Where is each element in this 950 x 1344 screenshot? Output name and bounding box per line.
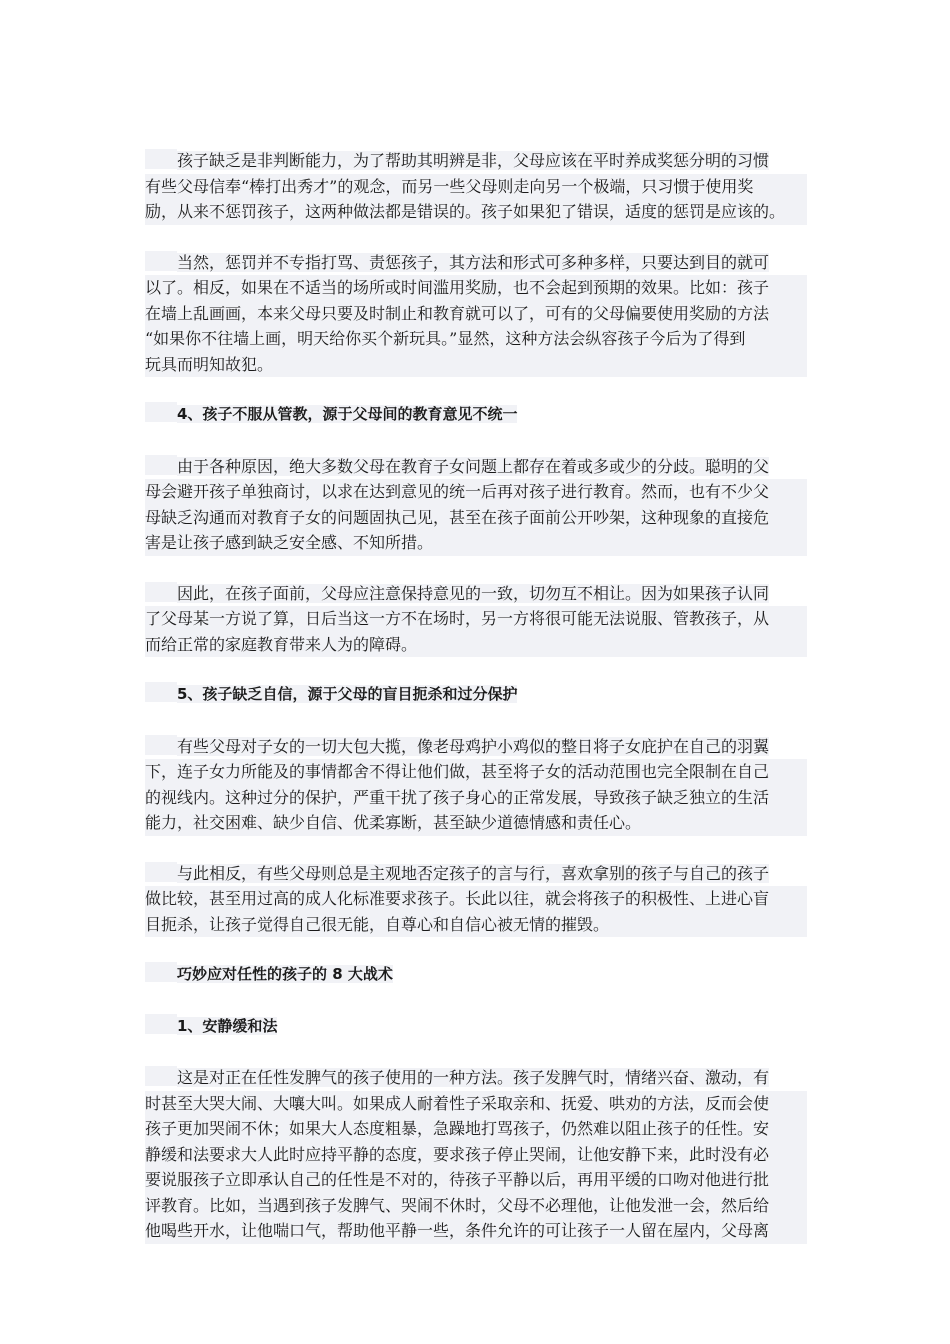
paragraph-4 — [145, 581, 807, 658]
paragraph-2 — [145, 250, 807, 378]
paragraph-line: 当然，惩罚并不专指打骂、责惩孩子，其方法和形式可多种多样，只要达到目的就可 — [177, 252, 770, 272]
paragraph-line: 而给正常的家庭教育带来人为的障碍。 — [145, 632, 807, 658]
paragraph-line: 时甚至大哭大闹、大嚷大叫。如果成人耐着性子采取亲和、抚爱、哄劝的方法，反而会使 — [145, 1091, 807, 1117]
paragraph-line: 了父母某一方说了算，日后当这一方不在场时，另一方将很可能无法说服、管教孩子，从 — [145, 606, 807, 632]
paragraph-line: 要说服孩子立即承认自己的任性是不对的，待孩子平静以后，再用平缓的口吻对他进行批 — [145, 1167, 807, 1193]
section-heading: 5、孩子缺乏自信，源于父母的盲目扼杀和过分保护 — [145, 682, 807, 708]
paragraph-line: 目扼杀，让孩子觉得自己很无能，自尊心和自信心被无情的摧毁。 — [145, 912, 807, 938]
paragraph-3 — [145, 454, 807, 556]
paragraph-line: 评教育。比如，当遇到孩子发脾气、哭闹不休时，父母不必理他，让他发泄一会，然后给 — [145, 1193, 807, 1219]
paragraph-line: 静缓和法要求大人此时应持平静的态度，要求孩子停止哭闹，让他安静下来，此时没有必 — [145, 1142, 807, 1168]
paragraph-line: 以了。相反，如果在不适当的场所或时间滥用奖励，也不会起到预期的效果。比如：孩子 — [145, 275, 807, 301]
paragraph-line: 孩子缺乏是非判断能力，为了帮助其明辨是非，父母应该在平时养成奖惩分明的习惯 — [177, 151, 770, 170]
paragraph-line: 能力，社交困难、缺少自信、优柔寡断，甚至缺少道德情感和责任心。 — [145, 810, 807, 836]
section-heading: 4、孩子不服从管教，源于父母间的教育意见不统一 — [145, 402, 807, 428]
section-heading: 1、安静缓和法 — [145, 1014, 807, 1040]
paragraph-line: 他喝些开水，让他喘口气，帮助他平静一些，条件允许的可让孩子一人留在屋内，父母离 — [145, 1218, 807, 1244]
paragraph-line: 有些父母对子女的一切大包大揽，像老母鸡护小鸡似的整日将子女庇护在自己的羽翼 — [177, 736, 770, 756]
paragraph-line: 励，从来不惩罚孩子，这两种做法都是错误的。孩子如果犯了错误，适度的惩罚是应该的。 — [145, 199, 807, 225]
paragraph-line: 的视线内。这种过分的保护，严重干扰了孩子身心的正常发展，导致孩子缺乏独立的生活 — [145, 785, 807, 811]
document-body — [145, 148, 807, 1269]
paragraph-line: 与此相反，有些父母则总是主观地否定孩子的言与行，喜欢拿别的孩子与自己的孩子 — [177, 863, 770, 883]
paragraph-line: 害是让孩子感到缺乏安全感、不知所措。 — [145, 530, 807, 556]
paragraph-1 — [145, 148, 807, 225]
paragraph-line: 在墙上乱画画，本来父母只要及时制止和教育就可以了，可有的父母偏要使用奖励的方法 — [145, 301, 807, 327]
paragraph-line: 玩具而明知故犯。 — [145, 352, 807, 378]
paragraph-line: 孩子更加哭闹不休；如果大人态度粗暴，急躁地打骂孩子，仍然难以阻止孩子的任性。安 — [145, 1116, 807, 1142]
paragraph-line: 有些父母信奉“棒打出秀才”的观念，而另一些父母则走向另一个极端，只习惯于使用奖 — [145, 174, 807, 200]
paragraph-line: 这是对正在任性发脾气的孩子使用的一种方法。孩子发脾气时，情绪兴奋、激动，有 — [177, 1068, 770, 1087]
paragraph-line: 做比较，甚至用过高的成人化标准要求孩子。长此以往，就会将孩子的积极性、上进心盲 — [145, 886, 807, 912]
paragraph-line: 下，连子女力所能及的事情都舍不得让他们做，甚至将子女的活动范围也完全限制在自己 — [145, 759, 807, 785]
paragraph-5 — [145, 734, 807, 836]
paragraph-line: 因此，在孩子面前，父母应注意保持意见的一致，切勿互不相让。因为如果孩子认同 — [177, 583, 770, 603]
paragraph-line: 母缺乏沟通而对教育子女的问题固执己见，甚至在孩子面前公开吵架，这种现象的直接危 — [145, 505, 807, 531]
paragraph-7 — [145, 1065, 807, 1244]
paragraph-line: 母会避开孩子单独商讨，以求在达到意见的统一后再对孩子进行教育。然而，也有不少父 — [145, 479, 807, 505]
paragraph-line: “如果你不往墙上画，明天给你买个新玩具。”显然，这种方法会纵容孩子今后为了得到 — [145, 326, 807, 352]
paragraph-line: 由于各种原因，绝大多数父母在教育子女问题上都存在着或多或少的分歧。聪明的父 — [177, 456, 770, 476]
section-heading: 巧妙应对任性的孩子的 8 大战术 — [145, 962, 807, 988]
paragraph-6 — [145, 861, 807, 938]
